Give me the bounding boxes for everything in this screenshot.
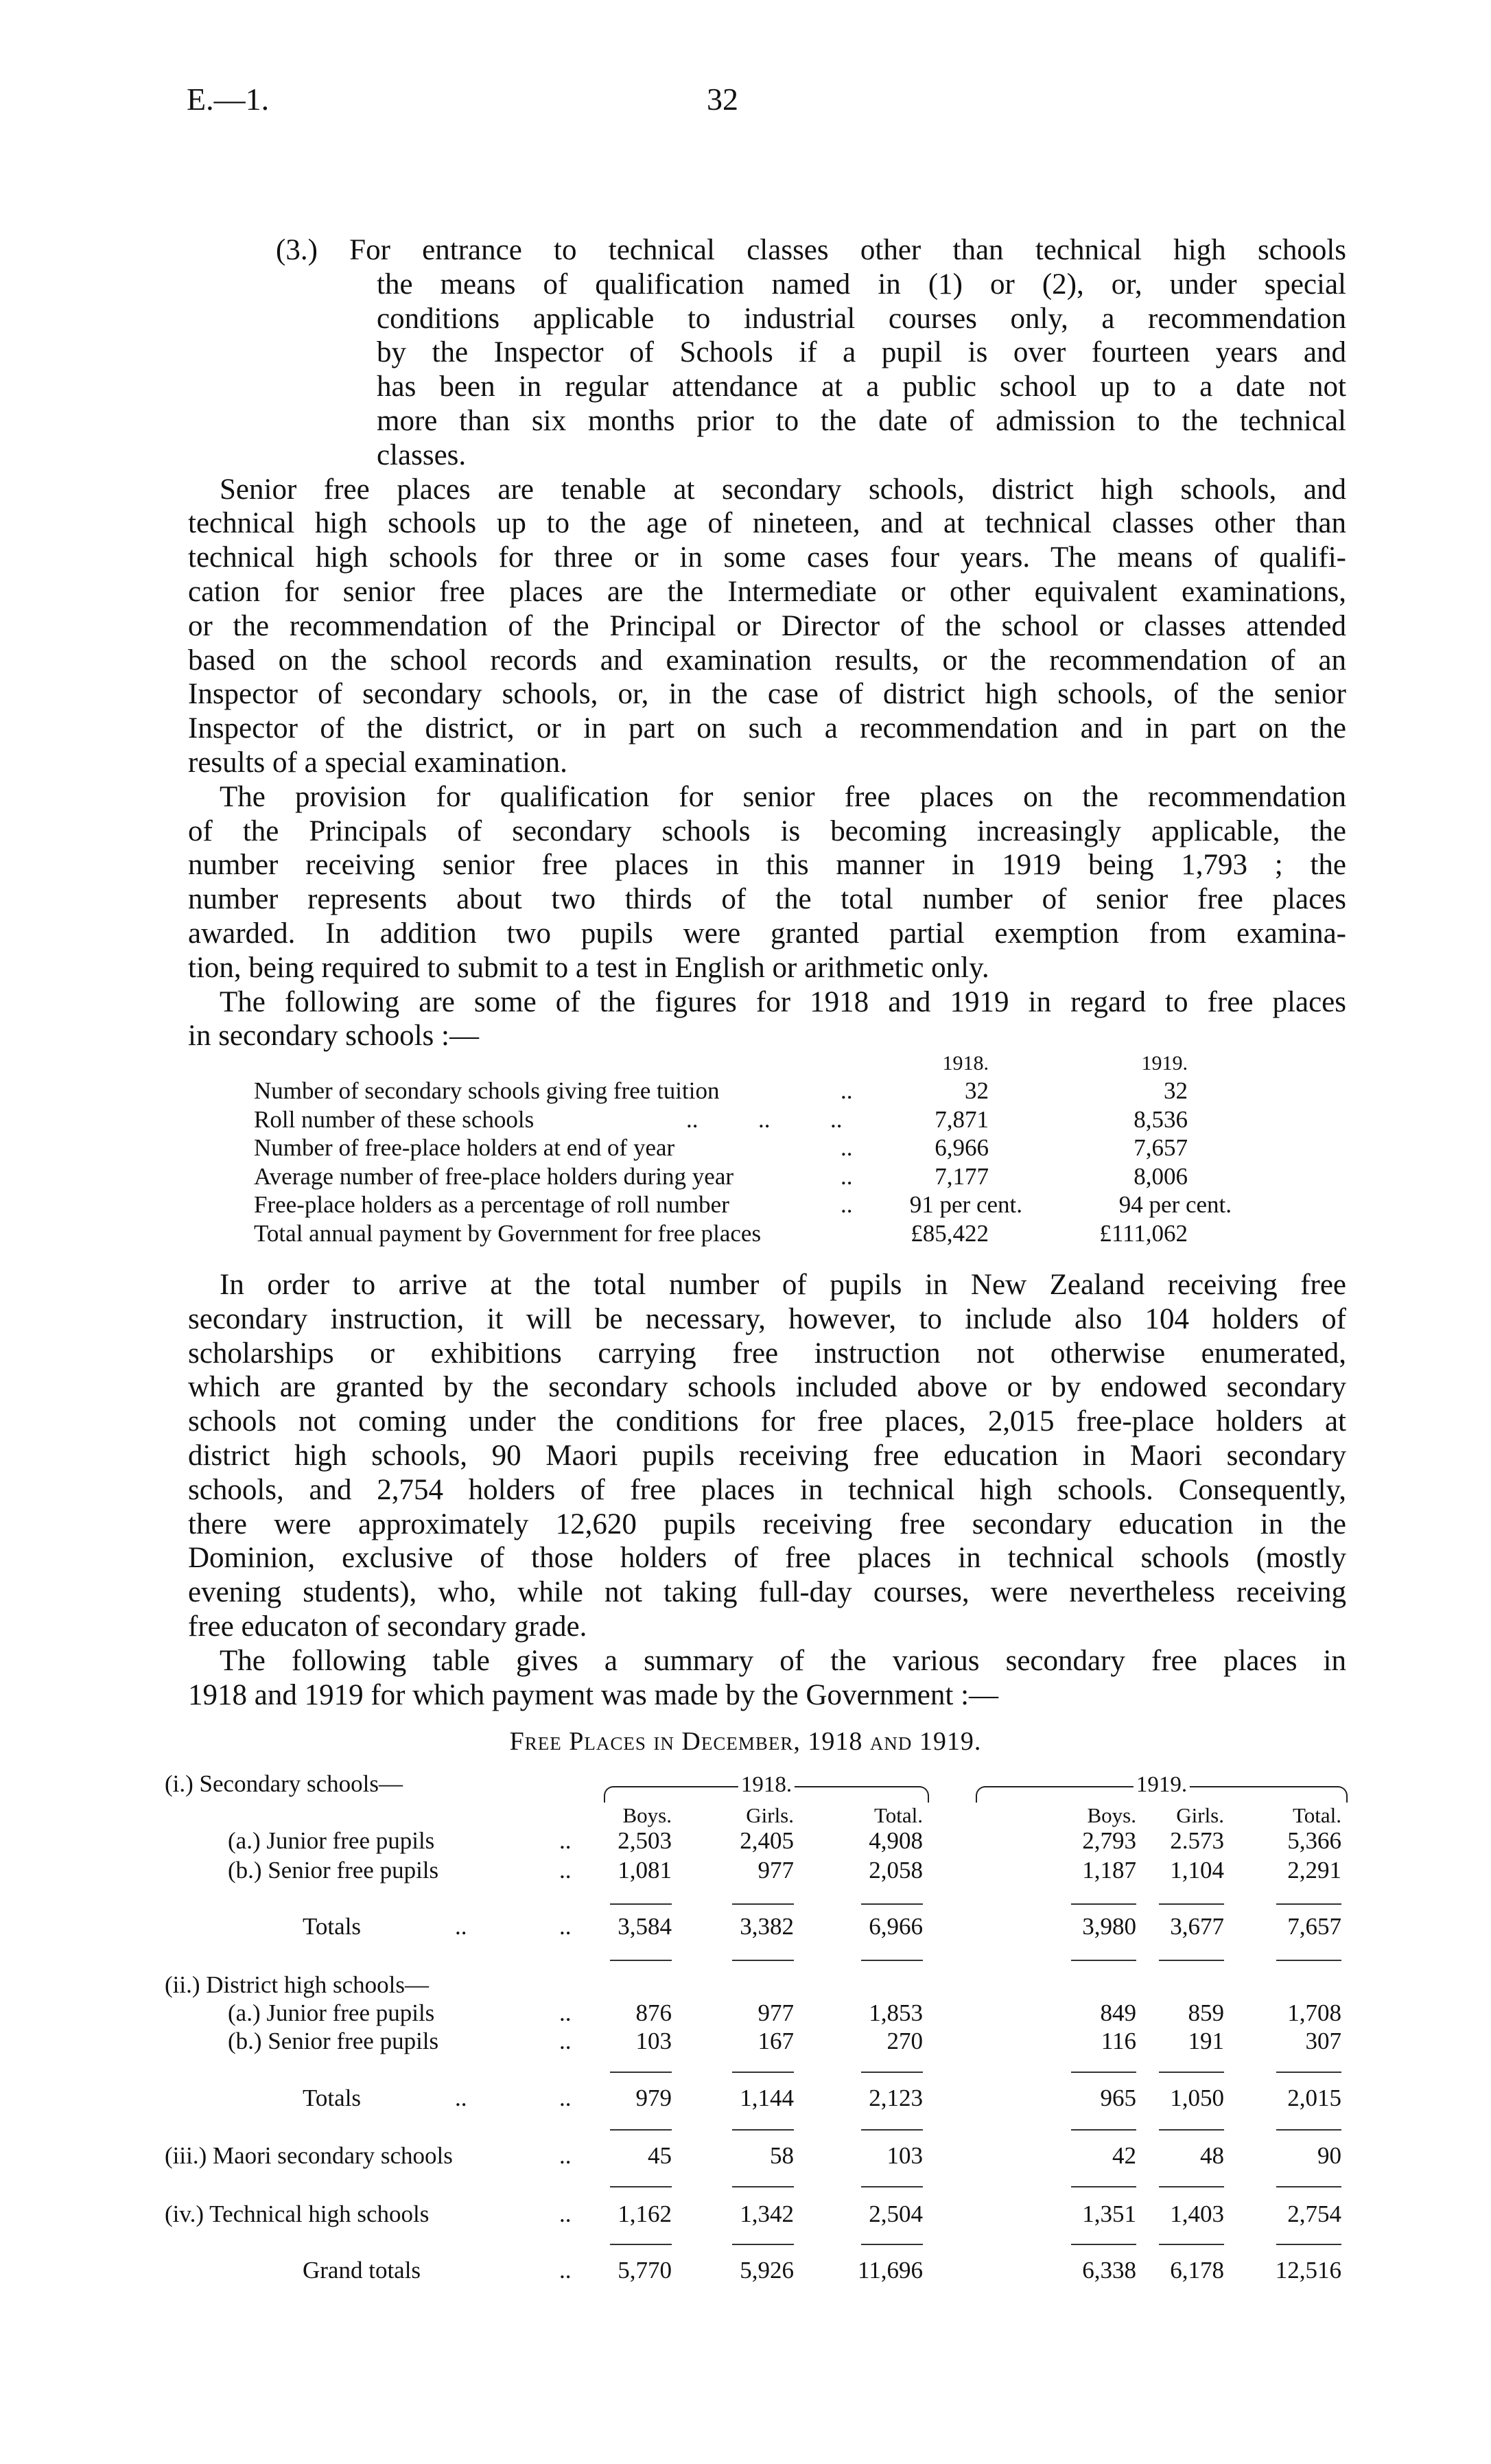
divider-rule xyxy=(1276,2186,1341,2187)
text-line: The provision for qualification for senior free places on the recommendation xyxy=(220,780,1346,813)
divider-rule xyxy=(610,2072,672,2073)
cell-value: 3,584 xyxy=(618,1913,672,1940)
cell-value: 103 xyxy=(635,2028,672,2054)
text-line: evening students), who, while not taking full-day courses, were nevertheless receiving xyxy=(188,1576,1346,1609)
cell-value: 1,104 xyxy=(1170,1857,1224,1884)
divider-rule xyxy=(732,2129,794,2131)
column-header: Total. xyxy=(873,1803,923,1827)
divider-rule xyxy=(610,2186,672,2187)
cell-value: 2,291 xyxy=(1287,1857,1341,1884)
cell-value: 6,338 xyxy=(1082,2257,1136,2284)
year-label: 1919. xyxy=(1134,1771,1190,1798)
leader-dots: .. xyxy=(559,2028,572,2054)
divider-rule xyxy=(861,1903,923,1905)
text-line: which are granted by the secondary schools included above or by endowed secondary xyxy=(188,1371,1346,1404)
cell-value: 3,677 xyxy=(1170,1913,1224,1940)
text-line: secondary instruction, it will be necessary, however, to include also 104 holders of xyxy=(188,1302,1346,1335)
cell-value: 4,908 xyxy=(869,1827,923,1854)
stat-label: Average number of free-place holders during year xyxy=(254,1162,734,1190)
cell-value: 1,050 xyxy=(1170,2085,1224,2111)
divider-rule xyxy=(1276,1903,1341,1905)
leader-dots: .. xyxy=(559,1913,572,1940)
text-line: or the recommendation of the Principal or Director of the school or classes attended xyxy=(188,609,1346,642)
value-1919: 8,536 xyxy=(1134,1105,1188,1133)
divider-rule xyxy=(1159,2244,1224,2245)
column-header: Total. xyxy=(1292,1803,1341,1827)
leader-dots: .. xyxy=(559,1857,572,1884)
divider-rule xyxy=(610,2129,672,2131)
leader-dots: .. xyxy=(559,2085,572,2111)
leader-dots: .. xyxy=(841,1191,853,1219)
value-1918: 6,966 xyxy=(935,1134,989,1162)
cell-value: 849 xyxy=(1100,1999,1136,2026)
cell-value: 977 xyxy=(758,1999,794,2026)
text-line: results of a special examination. xyxy=(188,747,567,779)
text-line: number represents about two thirds of the total number of senior free places xyxy=(188,883,1346,916)
cell-value: 270 xyxy=(887,2028,923,2054)
text-line: 1918 and 1919 for which payment was made by the Government :— xyxy=(188,1678,999,1711)
text-line: tion, being required to submit to a test in English or arithmetic only. xyxy=(188,951,989,984)
column-header: Girls. xyxy=(746,1803,794,1827)
divider-rule xyxy=(1276,2244,1341,2245)
divider-rule xyxy=(610,2244,672,2245)
cell-value: 1,853 xyxy=(869,1999,923,2026)
cell-value: 1,162 xyxy=(618,2201,672,2227)
cell-value: 1,187 xyxy=(1082,1857,1136,1884)
divider-rule xyxy=(732,2186,794,2187)
leader-dots: .. xyxy=(841,1134,853,1162)
totals-label: Totals xyxy=(303,2085,362,2111)
value-1918: £85,422 xyxy=(911,1220,989,1247)
cell-value: 191 xyxy=(1188,2028,1224,2054)
cell-value: 116 xyxy=(1101,2028,1136,2054)
text-line: free educaton of secondary grade. xyxy=(188,1610,587,1643)
row-label: (a.) Junior free pupils xyxy=(228,1827,435,1854)
divider-rule xyxy=(1276,1960,1341,1961)
year-header: 1919. xyxy=(1141,1052,1188,1075)
cell-value: 6,178 xyxy=(1170,2257,1224,2284)
cell-value: 103 xyxy=(887,2142,923,2169)
divider-rule xyxy=(1276,2072,1341,2073)
cell-value: 3,382 xyxy=(740,1913,794,1940)
text-line: conditions applicable to industrial courses only, a recommendation xyxy=(377,302,1346,335)
divider-rule xyxy=(732,2072,794,2073)
text-line: district high schools, 90 Maori pupils receiving free education in Maori secondary xyxy=(188,1440,1346,1472)
leader-dots: .. xyxy=(841,1162,853,1190)
leader-dots: .. xyxy=(455,2085,467,2111)
divider-rule xyxy=(732,1960,794,1961)
cell-value: 2,503 xyxy=(618,1827,672,1854)
text-line: number receiving senior free places in this manner in 1919 being 1,793 ; the xyxy=(188,849,1346,882)
divider-rule xyxy=(861,1960,923,1961)
text-line: technical high schools for three or in some cases four years. The means of qualifi- xyxy=(188,541,1346,574)
text-line: scholarships or exhibitions carrying free instruction not otherwise enumerated, xyxy=(188,1337,1346,1370)
divider-rule xyxy=(861,2129,923,2131)
cell-value: 2,405 xyxy=(740,1827,794,1854)
divider-rule xyxy=(1071,2129,1136,2131)
totals-label: Totals xyxy=(303,1913,362,1940)
divider-rule xyxy=(861,2244,923,2245)
cell-value: 6,966 xyxy=(869,1913,923,1940)
text-line: schools not coming under the conditions for free places, 2,015 free-place holders at xyxy=(188,1405,1346,1438)
divider-rule xyxy=(1159,1903,1224,1905)
cell-value: 167 xyxy=(758,2028,794,2054)
cell-value: 1,342 xyxy=(740,2201,794,2227)
divider-rule xyxy=(1159,1960,1224,1961)
value-1918: 32 xyxy=(965,1077,989,1104)
row-label: (b.) Senior free pupils xyxy=(228,1857,439,1884)
divider-rule xyxy=(1159,2186,1224,2187)
text-line: by the Inspector of Schools if a pupil is over fourteen years and xyxy=(377,336,1346,369)
text-line: more than six months prior to the date of admission to the technical xyxy=(377,405,1346,437)
cell-value: 859 xyxy=(1188,1999,1224,2026)
year-header: 1918. xyxy=(942,1052,989,1075)
cell-value: 2,058 xyxy=(869,1857,923,1884)
text-line: technical high schools up to the age of nineteen, and at technical classes other than xyxy=(188,507,1346,540)
cell-value: 1,708 xyxy=(1287,1999,1341,2026)
cell-value: 1,351 xyxy=(1082,2201,1136,2227)
cell-value: 5,770 xyxy=(618,2257,672,2284)
value-1919: £111,062 xyxy=(1099,1220,1188,1247)
divider-rule xyxy=(610,1903,672,1905)
text-line: awarded. In addition two pupils were granted partial exemption from examina- xyxy=(188,917,1346,950)
value-1919: 32 xyxy=(1164,1077,1188,1104)
leader-dots: .. xyxy=(559,1827,572,1854)
text-line: Dominion, exclusive of those holders of free places in technical schools (mostly xyxy=(188,1542,1346,1575)
value-1919: 94 per cent. xyxy=(1118,1191,1232,1219)
document-code: E.—1. xyxy=(187,82,270,117)
text-line: In order to arrive at the total number of pupils in New Zealand receiving free xyxy=(220,1269,1346,1301)
value-1919: 7,657 xyxy=(1134,1134,1188,1162)
cell-value: 979 xyxy=(635,2085,672,2111)
row-label: (i.) Secondary schools— xyxy=(165,1770,403,1797)
year-label: 1918. xyxy=(738,1771,795,1798)
text-line: based on the school records and examination results, or the recommendation of an xyxy=(188,644,1346,677)
cell-value: 2,123 xyxy=(869,2085,923,2111)
cell-value: 965 xyxy=(1100,2085,1136,2111)
divider-rule xyxy=(1071,2186,1136,2187)
stat-label: Free-place holders as a percentage of roll number xyxy=(254,1191,729,1219)
text-line: the means of qualification named in (1) or (2), or, under special xyxy=(377,268,1346,301)
divider-rule xyxy=(732,2244,794,2245)
value-1919: 8,006 xyxy=(1134,1162,1188,1190)
divider-rule xyxy=(1071,2072,1136,2073)
text-line: schools, and 2,754 holders of free places in technical high schools. Consequently, xyxy=(188,1473,1346,1506)
divider-rule xyxy=(732,1903,794,1905)
cell-value: 58 xyxy=(770,2142,794,2169)
leader-dots: .. xyxy=(559,2257,572,2284)
cell-value: 1,081 xyxy=(618,1857,672,1884)
year-brace-1918 xyxy=(604,1772,929,1803)
totals-label: Grand totals xyxy=(303,2257,421,2284)
leader-dots: .. .. .. xyxy=(686,1105,843,1133)
text-line: classes. xyxy=(377,438,467,471)
text-line: Inspector of secondary schools, or, in the case of district high schools, of the senior xyxy=(188,678,1346,711)
cell-value: 876 xyxy=(635,1999,672,2026)
cell-value: 307 xyxy=(1305,2028,1341,2054)
stat-label: Number of secondary schools giving free tuition xyxy=(254,1077,720,1104)
value-1918: 91 per cent. xyxy=(909,1191,1022,1219)
cell-value: 5,926 xyxy=(740,2257,794,2284)
divider-rule xyxy=(861,2186,923,2187)
row-label: (ii.) District high schools— xyxy=(165,1971,429,1998)
cell-value: 12,516 xyxy=(1275,2257,1341,2284)
cell-value: 5,366 xyxy=(1287,1827,1341,1854)
value-1918: 7,177 xyxy=(935,1162,989,1190)
stat-label: Roll number of these schools xyxy=(254,1105,535,1133)
text-line: there were approximately 12,620 pupils receiving free secondary education in the xyxy=(188,1507,1346,1540)
divider-rule xyxy=(1276,2129,1341,2131)
row-label: (iv.) Technical high schools xyxy=(165,2201,430,2227)
stat-label: Number of free-place holders at end of year xyxy=(254,1134,675,1162)
divider-rule xyxy=(861,2072,923,2073)
text-line: has been in regular attendance at a public school up to a date not xyxy=(377,371,1346,403)
divider-rule xyxy=(1159,2129,1224,2131)
cell-value: 1,403 xyxy=(1170,2201,1224,2227)
cell-value: 3,980 xyxy=(1082,1913,1136,1940)
cell-value: 2,793 xyxy=(1082,1827,1136,1854)
cell-value: 977 xyxy=(758,1857,794,1884)
page-number: 32 xyxy=(707,82,738,117)
cell-value: 42 xyxy=(1112,2142,1136,2169)
leader-dots: .. xyxy=(455,1913,467,1940)
cell-value: 2,754 xyxy=(1287,2201,1341,2227)
divider-rule xyxy=(1071,1903,1136,1905)
leader-dots: .. xyxy=(559,2201,572,2227)
row-label: (b.) Senior free pupils xyxy=(228,2028,439,2054)
text-line: (3.) For entrance to technical classes other than technical high schools xyxy=(276,234,1346,266)
divider-rule xyxy=(1071,1960,1136,1961)
leader-dots: .. xyxy=(559,1999,572,2026)
row-label: (iii.) Maori secondary schools xyxy=(165,2142,453,2169)
cell-value: 1,144 xyxy=(740,2085,794,2111)
cell-value: 2,015 xyxy=(1287,2085,1341,2111)
column-header: Boys. xyxy=(1087,1803,1136,1827)
text-line: of the Principals of secondary schools is becoming increasingly applicable, the xyxy=(188,814,1346,847)
stat-label: Total annual payment by Government for free places xyxy=(254,1220,762,1247)
cell-value: 48 xyxy=(1200,2142,1224,2169)
column-header: Boys. xyxy=(622,1803,672,1827)
text-line: in secondary schools :— xyxy=(188,1020,479,1053)
cell-value: 2,504 xyxy=(869,2201,923,2227)
cell-value: 2.573 xyxy=(1170,1827,1224,1854)
text-line: Inspector of the district, or in part on such a recommendation and in part on the xyxy=(188,712,1346,745)
cell-value: 7,657 xyxy=(1287,1913,1341,1940)
divider-rule xyxy=(1159,2072,1224,2073)
cell-value: 90 xyxy=(1317,2142,1341,2169)
leader-dots: .. xyxy=(559,2142,572,2169)
text-line: The following table gives a summary of the various secondary free places in xyxy=(220,1644,1346,1677)
cell-value: 11,696 xyxy=(858,2257,923,2284)
cell-value: 45 xyxy=(648,2142,672,2169)
divider-rule xyxy=(610,1960,672,1961)
leader-dots: .. xyxy=(841,1077,853,1104)
text-line: cation for senior free places are the Intermediate or other equivalent examinations, xyxy=(188,576,1346,608)
text-line: The following are some of the figures for 1918 and 1919 in regard to free places xyxy=(220,985,1346,1018)
value-1918: 7,871 xyxy=(935,1105,989,1133)
text-line: Senior free places are tenable at secondary schools, district high schools, and xyxy=(220,473,1346,506)
column-header: Girls. xyxy=(1176,1803,1224,1827)
divider-rule xyxy=(1071,2244,1136,2245)
row-label: (a.) Junior free pupils xyxy=(228,1999,435,2026)
table-title: Free Places in December, 1918 and 1919. xyxy=(509,1727,982,1756)
year-brace-1919 xyxy=(976,1772,1348,1803)
